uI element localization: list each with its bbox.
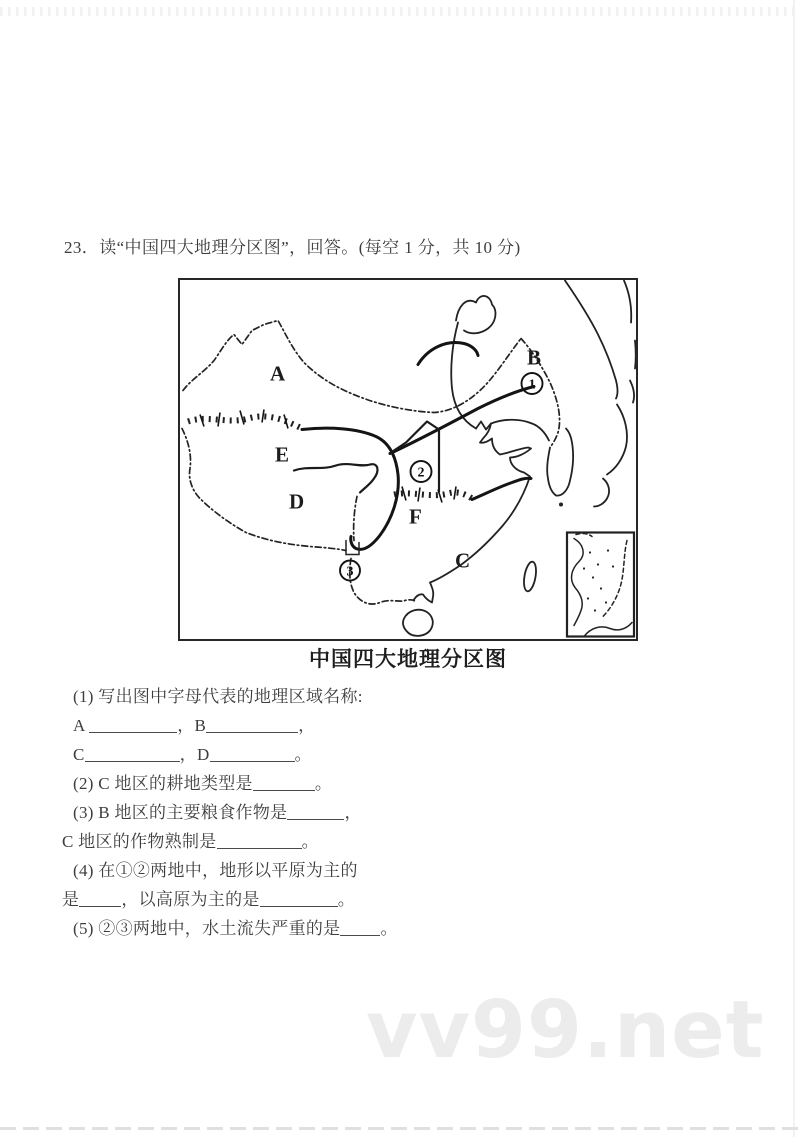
- answer-row-ab: [62, 711, 502, 740]
- label-A: A: [73, 716, 90, 735]
- label-B: ，B: [177, 716, 207, 735]
- answer-blank-q4a: [79, 891, 121, 907]
- label-D: ，D: [179, 745, 210, 764]
- question-3-line: [62, 798, 502, 827]
- divider-d-c: [354, 497, 357, 541]
- q4a-text: (4) 在①②两地中，地形以平原为主的: [73, 861, 358, 880]
- ridge-tick: [418, 488, 420, 502]
- answer-blank-q5: [340, 920, 380, 936]
- q1-text: (1) 写出图中字母代表的地理区域名称:: [73, 687, 363, 706]
- tibet-plateau-arc: [302, 428, 398, 549]
- question-4-continuation: [62, 885, 502, 914]
- circled-1: 1: [528, 377, 536, 393]
- q3a-text: (3) B 地区的主要粮食作物是: [73, 803, 288, 822]
- question-5-line: [62, 914, 502, 943]
- border-southwest: [182, 429, 346, 551]
- divider-hook: [418, 343, 478, 365]
- japan-kyushu: [594, 479, 609, 507]
- japan-honshu: [607, 405, 627, 475]
- q3a-end: ，: [344, 803, 362, 822]
- q4b-mid: ，以高原为主的是: [121, 890, 260, 909]
- korea-peninsula: [547, 429, 573, 496]
- hainan-island: [403, 610, 433, 636]
- answer-blank-B: [206, 717, 298, 733]
- scan-top-ticks: [0, 7, 800, 16]
- map-label-A: A: [270, 361, 286, 386]
- q4b-end: 。: [337, 890, 356, 909]
- map-label-C: C: [455, 548, 471, 573]
- q2-end: 。: [314, 774, 333, 793]
- coast-edge: [635, 341, 636, 369]
- china-coastline: [414, 424, 531, 603]
- circled-2: 2: [417, 465, 425, 481]
- row-cd-end: 。: [294, 745, 312, 764]
- scan-bottom-dashes: [0, 1127, 800, 1130]
- question-4-line: [62, 856, 502, 885]
- answer-blank-D: [210, 746, 295, 762]
- jeju-island: [559, 503, 563, 507]
- taiwan-island: [522, 561, 538, 592]
- map-caption: 中国四大地理分区图: [309, 647, 507, 671]
- question-2-line: [62, 769, 502, 798]
- answer-blank-q3b: [217, 833, 302, 849]
- q5-end: 。: [380, 919, 398, 938]
- ridge-tick: [454, 487, 456, 500]
- map-label-F: F: [409, 504, 422, 529]
- answer-blank-q4b: [260, 891, 338, 907]
- map-label-E: E: [275, 442, 290, 467]
- question-block: [62, 682, 502, 943]
- answer-blank-C: [85, 746, 180, 762]
- label-C: C: [73, 745, 85, 764]
- coast-sakhalin: [624, 281, 631, 323]
- bohai-north-shore: [476, 420, 549, 441]
- q5-text: (5) ②③两地中，水土流失严重的是: [73, 919, 341, 938]
- circled-3: 3: [346, 564, 354, 580]
- q3b-end: 。: [301, 832, 319, 851]
- answer-blank-q3a: [287, 804, 344, 820]
- question-23-title: 23．读“中国四大地理分区图”，回答。(每空 1 分，共 10 分): [64, 238, 521, 257]
- border-northwest: [183, 321, 521, 413]
- answer-blank-q2: [253, 775, 315, 791]
- ridge-tick: [262, 410, 264, 423]
- question-1-line: [62, 682, 502, 711]
- q3b-text: C 地区的作物熟制是: [62, 832, 217, 851]
- answer-row-cd: [62, 740, 502, 769]
- ridge-tick: [218, 413, 220, 427]
- plateau-inner-line: [294, 464, 377, 492]
- map-label-B: B: [527, 345, 542, 370]
- watermark: vv99.net: [366, 984, 765, 1076]
- row-ab-end: ，: [298, 716, 316, 735]
- q2-text: (2) C 地区的耕地类型是: [73, 774, 253, 793]
- question-3-continuation: [62, 827, 502, 856]
- northeast-top: [456, 296, 495, 333]
- answer-blank-A: [89, 717, 177, 733]
- coast-russia: [565, 281, 618, 399]
- japan-hokkaido: [630, 381, 634, 403]
- china-four-regions-map: [178, 278, 638, 641]
- scan-edge-line: [793, 0, 795, 1137]
- map-figure: [180, 280, 636, 639]
- map-label-D: D: [289, 489, 305, 514]
- q4b-text: 是: [62, 890, 80, 909]
